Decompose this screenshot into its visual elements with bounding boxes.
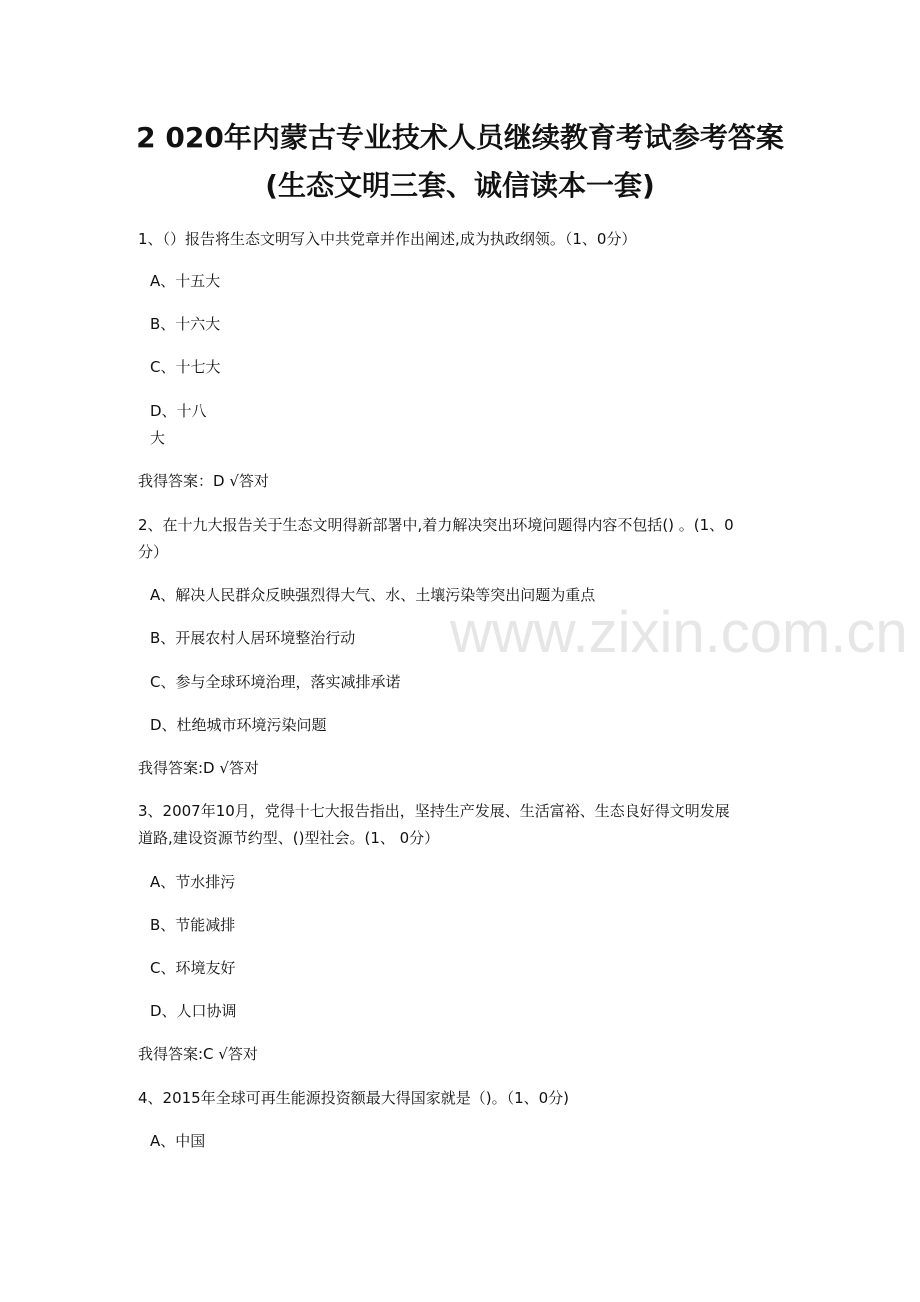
question-4-text: 4、2015年全球可再生能源投资额最大得国家就是（)。（1、0分) [138, 1089, 570, 1107]
question-4-option-a: A、中国 [150, 1132, 206, 1150]
question-1-text: 1、（）报告将生态文明写入中共党章并作出阐述,成为执政纲领。（1、0分） [138, 230, 637, 248]
question-3-option-a: A、节水排污 [150, 873, 236, 891]
question-2-text: 2、在十九大报告关于生态文明得新部署中,着力解决突出环境问题得内容不包括() 。(1、0 [138, 516, 734, 534]
watermark-text: www.zixin.com.cn [450, 600, 908, 665]
question-2-option-c: C、参与全球环境治理，落实减排承诺 [150, 673, 401, 691]
question-2-option-a: A、解决人民群众反映强烈得大气、水、土壤污染等突出问题为重点 [150, 586, 596, 604]
document-title-line-1: 2 020年内蒙古专业技术人员继续教育考试参考答案 [136, 121, 784, 154]
question-1-option-a: A、十五大 [150, 272, 221, 290]
question-2-answer: 我得答案:D √答对 [138, 759, 259, 777]
question-1-answer: 我得答案：D √答对 [138, 472, 269, 490]
document-title-line-2: (生态文明三套、诚信读本一套) [265, 169, 655, 202]
question-3-text-continued: 道路,建设资源节约型、()型社会。(1、 0分） [138, 829, 440, 847]
question-2-option-d: D、杜绝城市环境污染问题 [150, 716, 327, 734]
question-3-option-c: C、环境友好 [150, 959, 236, 977]
question-3-answer: 我得答案:C √答对 [138, 1045, 258, 1063]
question-3-text: 3、2007年10月，党得十七大报告指出，坚持生产发展、生活富裕、生态良好得文明发展 [138, 802, 730, 820]
question-1-option-b: B、十六大 [150, 315, 221, 333]
question-1-option-c: C、十七大 [150, 358, 221, 376]
question-1-option-d-wrap: 大 [150, 429, 166, 447]
question-2-option-b: B、开展农村人居环境整治行动 [150, 629, 356, 647]
question-3-option-d: D、人口协调 [150, 1002, 237, 1020]
question-1-option-d: D、十八 [150, 402, 207, 420]
question-2-text-continued: 分） [138, 543, 169, 561]
question-3-option-b: B、节能减排 [150, 916, 236, 934]
